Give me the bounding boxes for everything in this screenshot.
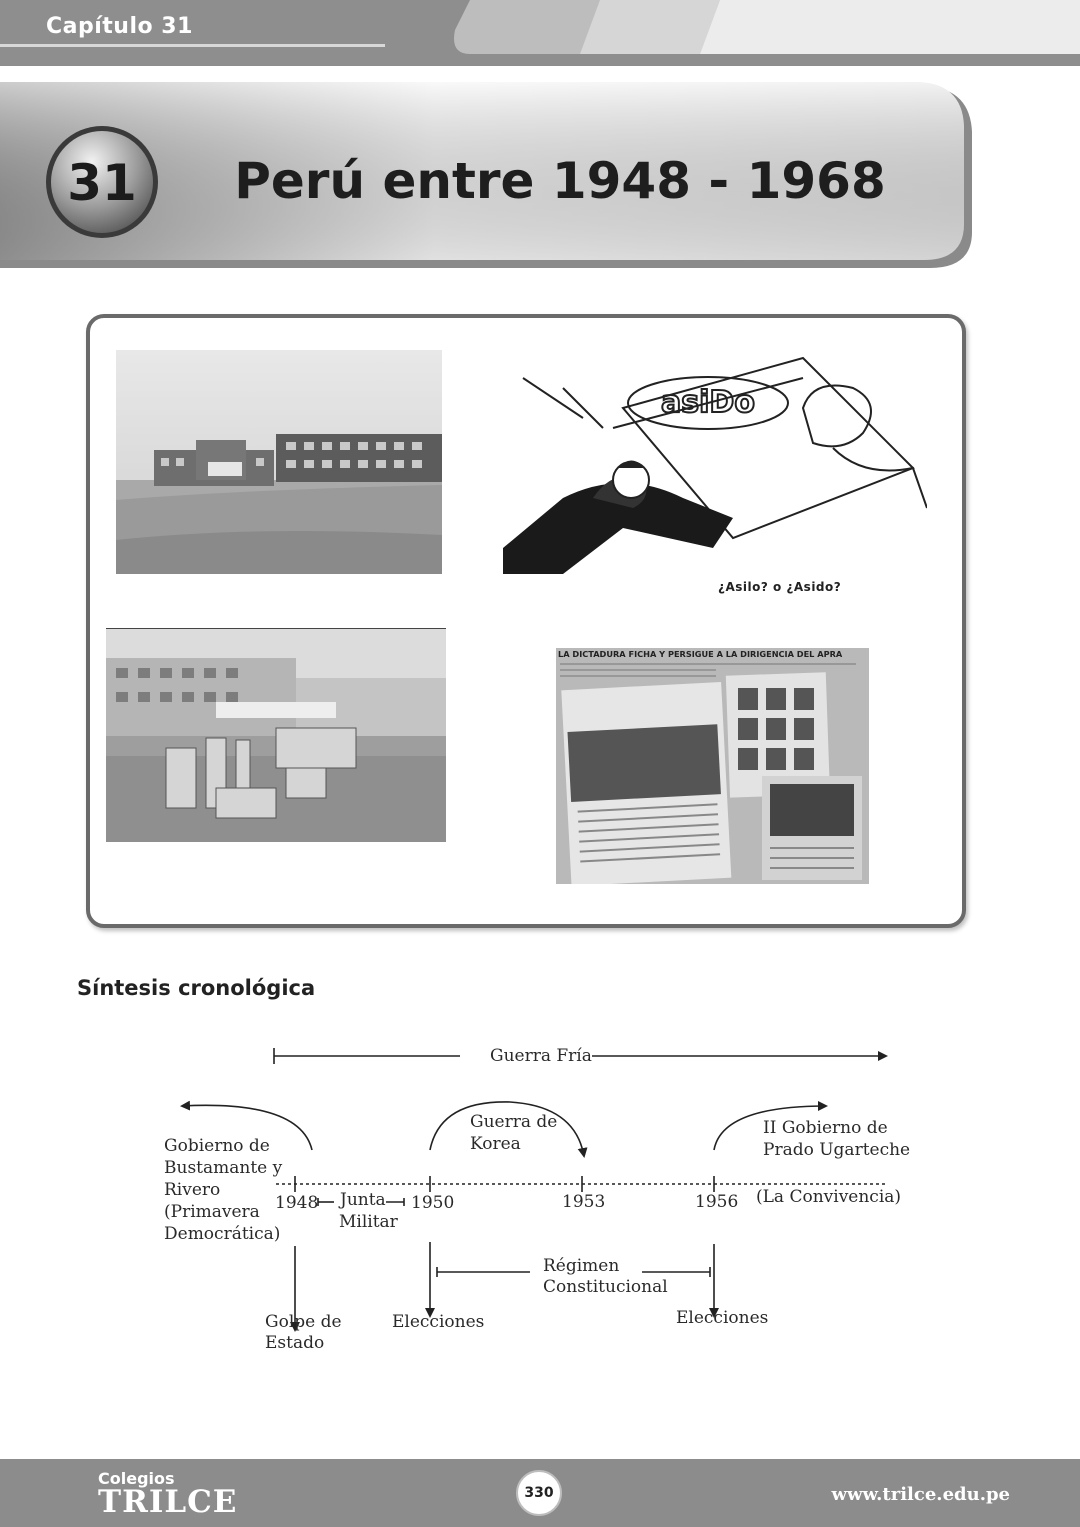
label-elecciones-1956: Elecciones: [676, 1308, 769, 1328]
section-title: Síntesis cronológica: [77, 976, 316, 1000]
label-bustamante-2: Bustamante y: [164, 1158, 283, 1178]
label-guerra-fria: Guerra Fría: [490, 1046, 592, 1066]
housing-construction-photo: [106, 628, 446, 842]
brand-colegios: Colegios: [98, 1469, 175, 1488]
label-golpe-1: Golpe de: [265, 1312, 342, 1332]
chapter-number-badge: [44, 124, 160, 240]
svg-text:asiDo: asiDo: [661, 385, 755, 420]
clipping-headline: LA DICTADURA FICHA Y PERSIGUE A LA DIRIGENCIA DEL APRA: [558, 649, 843, 659]
label-guerra-korea-2: Korea: [470, 1134, 521, 1154]
label-prado-2: Prado Ugarteche: [763, 1140, 911, 1160]
label-elecciones-1950: Elecciones: [392, 1312, 485, 1332]
label-regimen-1: Régimen: [543, 1256, 620, 1276]
website-link[interactable]: www.trilce.edu.pe: [831, 1484, 1010, 1505]
chapter-label: Capítulo 31: [46, 14, 193, 39]
page-title: Perú entre 1948 - 1968: [234, 152, 886, 210]
cartoon-caption: ¿Asilo? o ¿Asido?: [718, 580, 842, 594]
label-junta-2: Militar: [339, 1212, 398, 1232]
year-1953: 1953: [562, 1192, 606, 1212]
chronology-diagram: [0, 1030, 1080, 1410]
label-convivencia: (La Convivencia): [756, 1187, 902, 1207]
newspaper-clipping: [556, 648, 869, 884]
page-number: 330: [516, 1470, 562, 1516]
year-1956: 1956: [695, 1192, 739, 1212]
year-1950: 1950: [411, 1193, 455, 1213]
label-regimen-2: Constitucional: [543, 1277, 668, 1297]
label-junta-1: Junta: [340, 1190, 386, 1210]
label-bustamante-4: (Primavera: [164, 1202, 260, 1222]
chapter-number: 31: [67, 154, 137, 212]
label-bustamante-5: Democrática): [164, 1224, 281, 1244]
political-cartoon: [503, 348, 927, 574]
label-prado-1: II Gobierno de: [763, 1118, 888, 1138]
label-golpe-2: Estado: [265, 1333, 325, 1353]
year-1948: 1948: [275, 1193, 319, 1213]
brand-trilce-logo: TRILCE: [98, 1484, 238, 1520]
label-bustamante-3: Rivero: [164, 1180, 221, 1200]
label-guerra-korea-1: Guerra de: [470, 1112, 558, 1132]
school-building-photo: [116, 350, 442, 574]
label-bustamante-1: Gobierno de: [164, 1136, 270, 1156]
